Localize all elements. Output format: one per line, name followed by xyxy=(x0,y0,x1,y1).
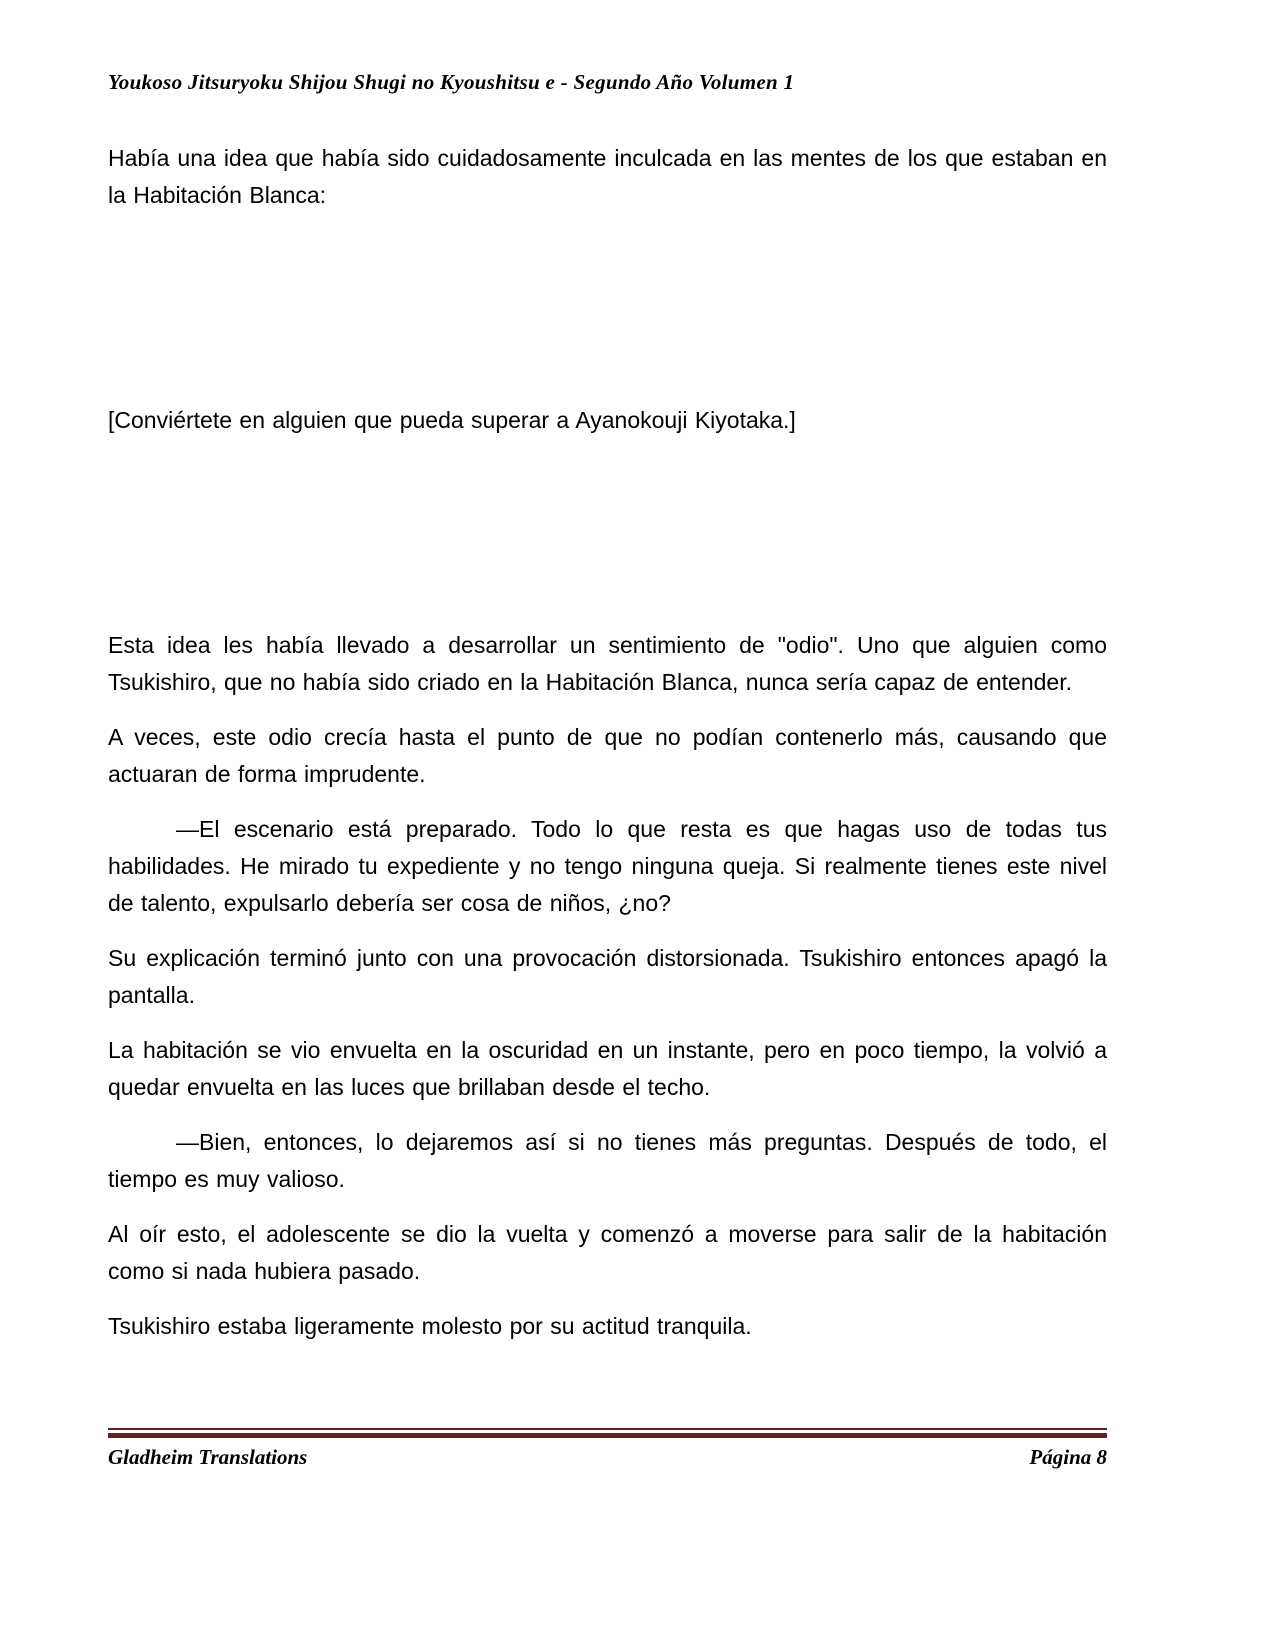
footer-row xyxy=(108,1445,1107,1470)
page-footer xyxy=(108,1428,1107,1470)
paragraph: Esta idea les había llevado a desarrollar un sentimiento de "odio". Uno que alguien como Tsukishiro, que no había sido criado en la Habitación Blanca, nunca sería capaz de entender. xyxy=(108,632,1107,695)
page-header xyxy=(108,70,1107,95)
page-body xyxy=(108,140,1107,1363)
header-title: Youkoso Jitsuryoku Shijou Shugi no Kyoushitsu e - Segundo Año Volumen 1 xyxy=(108,70,795,94)
paragraph: Al oír esto, el adolescente se dio la vuelta y comenzó a moverse para salir de la habitación como si nada hubiera pasado. xyxy=(108,1221,1107,1284)
paragraph: Tsukishiro estaba ligeramente molesto por su actitud tranquila. xyxy=(108,1313,752,1339)
paragraph: A veces, este odio crecía hasta el punto de que no podían contenerlo más, causando que actuaran de forma imprudente. xyxy=(108,724,1107,787)
paragraph: [Conviértete en alguien que pueda superar a Ayanokouji Kiyotaka.] xyxy=(108,407,796,433)
paragraph: La habitación se vio envuelta en la oscuridad en un instante, pero en poco tiempo, la volvió a quedar envuelta en las luces que brillaban desde el techo. xyxy=(108,1037,1107,1100)
paragraph-dialogue: —El escenario está preparado. Todo lo que resta es que hagas uso de todas tus habilidades. He mirado tu expediente y no tengo ninguna queja. Si realmente tienes este nivel de talento, expulsarlo debería ser cosa de niños, ¿no? xyxy=(108,816,1107,916)
footer-rule xyxy=(108,1428,1107,1438)
footer-page-number: Página 8 xyxy=(1029,1445,1107,1469)
paragraph-dialogue: —Bien, entonces, lo dejaremos así si no tienes más preguntas. Después de todo, el tiempo es muy valioso. xyxy=(108,1129,1107,1192)
paragraph: Había una idea que había sido cuidadosamente inculcada en las mentes de los que estaban en la Habitación Blanca: xyxy=(108,145,1107,208)
footer-translator: Gladheim Translations xyxy=(108,1445,308,1469)
paragraph: Su explicación terminó junto con una provocación distorsionada. Tsukishiro entonces apagó la pantalla. xyxy=(108,945,1107,1008)
